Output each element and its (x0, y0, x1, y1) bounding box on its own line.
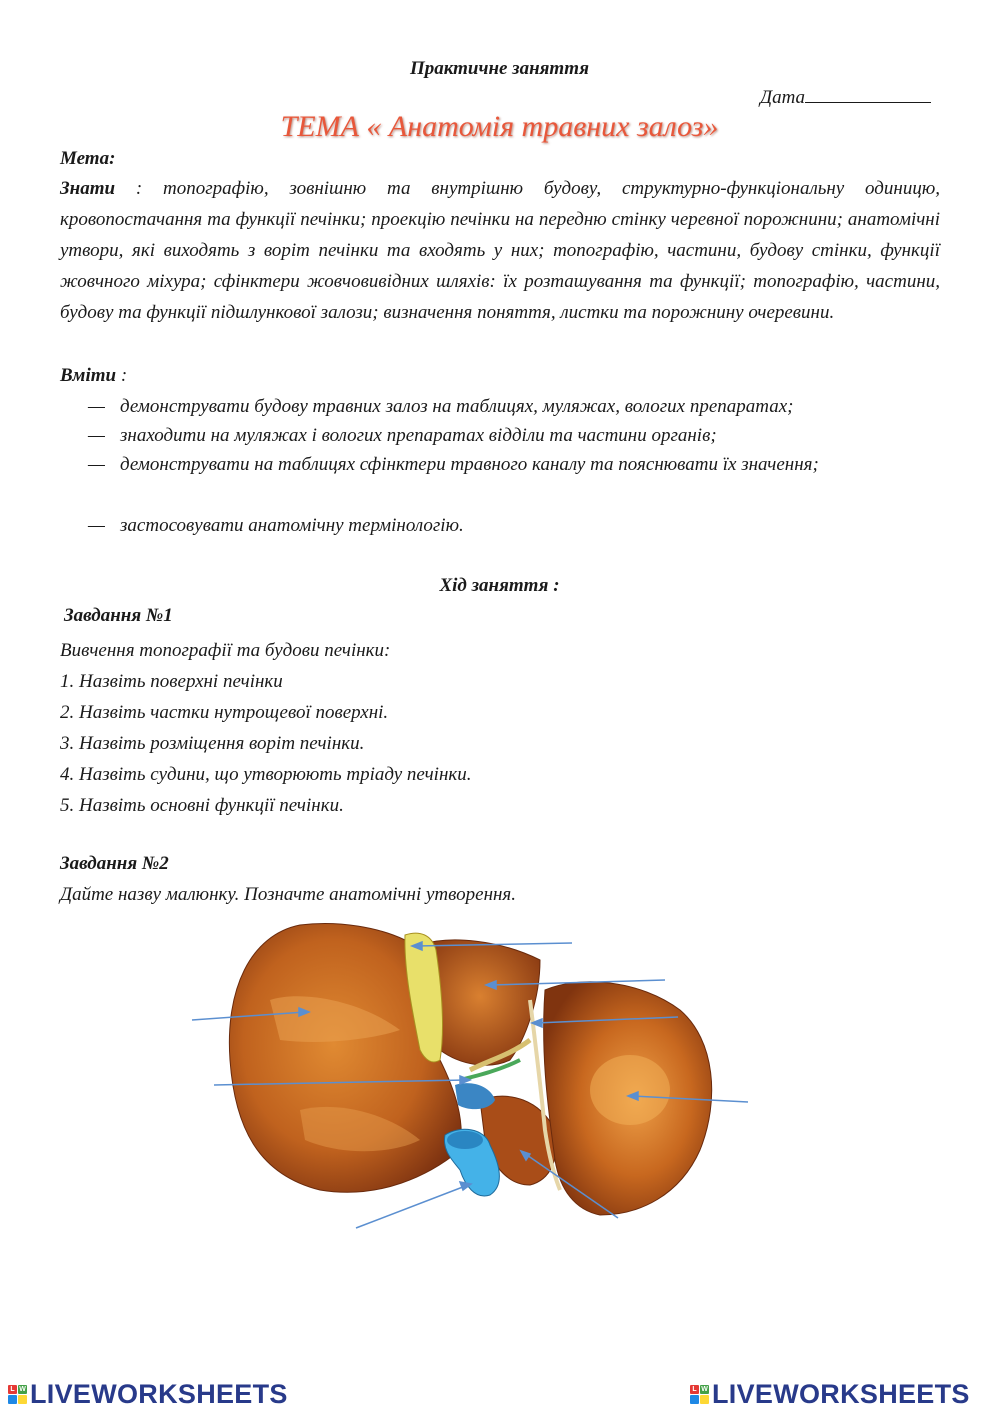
date-field (760, 84, 931, 109)
task1-intro: Вивчення топографії та будови печінки: (60, 640, 391, 661)
task1-question: 1. Назвіть поверхні печінки (60, 671, 283, 692)
skills-colon: : (116, 365, 128, 386)
task1-title: Завдання №1 (64, 605, 173, 626)
skill-item (88, 450, 938, 479)
task1-question: 5. Назвіть основні функції печінки. (60, 795, 344, 816)
skill-item (88, 421, 948, 450)
logo-letter: W (701, 1385, 708, 1393)
bullet-dash: — (88, 396, 105, 417)
liver-illustration (150, 910, 770, 1240)
liveworksheets-logo-right (690, 1378, 970, 1410)
liveworksheets-logo-left (8, 1378, 288, 1410)
task1-body (60, 635, 472, 821)
task1-question: 2. Назвіть частки нутрощевої поверхні. (60, 702, 389, 723)
skills-heading (60, 360, 127, 391)
date-label: Дата (760, 87, 806, 108)
know-label: Знати (60, 178, 116, 199)
date-blank-line[interactable] (805, 84, 931, 103)
logo-letter: L (690, 1385, 699, 1394)
task2-title: Завдання №2 (60, 853, 169, 874)
task1-question: 4. Назвіть судини, що утворюють тріаду печінки. (60, 764, 472, 785)
skill-text: застосовувати анатомічну термінологію. (120, 515, 464, 536)
bullet-dash: — (88, 425, 105, 446)
logo-letter: W (19, 1385, 26, 1393)
task2-instruction: Дайте назву малюнку. Позначте анатомічні утворення. (60, 884, 517, 905)
skill-text: демонструвати будову травних залоз на таблицях, муляжах, вологих препаратах; (120, 396, 794, 417)
skill-text: демонструвати на таблицях сфінктери травного каналу та пояснювати їх значення; (120, 454, 819, 475)
brand-name: LIVEWORKSHEETS (30, 1378, 288, 1409)
vena-cava-opening (447, 1131, 483, 1149)
know-text: : топографію, зовнішню та внутрішню будову, структурно-функціональну одиницю, кровопостачання та функції печінки; проекцію печінки на передню стінку черевної порожнини; анатомічні утвори, які виходять з воріт печінки та входять у них; топографію, частини, будову стінки, функції жовчного міхура; сфінктери жовчовивідних шляхів: їх розташування та функції; топографію, частини, будову та функції підшлункової залози; визначення поняття, листки та порожнину очеревини. (60, 178, 940, 323)
lesson-title: Хід заняття : (439, 575, 560, 596)
goal-label: Мета: (60, 148, 116, 169)
topic-title: ТЕМА « Анатомія травних залоз» (280, 110, 719, 143)
logo-letter: L (8, 1385, 17, 1394)
liveworksheets-logo-icon (690, 1385, 709, 1404)
brand-name: LIVEWORKSHEETS (712, 1378, 970, 1409)
left-lobe-highlight (590, 1055, 670, 1125)
skill-item (88, 511, 938, 540)
liveworksheets-logo-icon (8, 1385, 27, 1404)
skill-item (88, 392, 968, 421)
task1-question: 3. Назвіть розміщення воріт печінки. (60, 733, 365, 754)
know-paragraph (60, 173, 940, 328)
header-label: Практичне заняття (409, 58, 590, 79)
bullet-dash: — (88, 454, 105, 475)
skills-label: Вміти (60, 365, 117, 386)
bullet-dash: — (88, 515, 105, 536)
skill-text: знаходити на муляжах і вологих препаратах відділи та частини органів; (120, 425, 717, 446)
